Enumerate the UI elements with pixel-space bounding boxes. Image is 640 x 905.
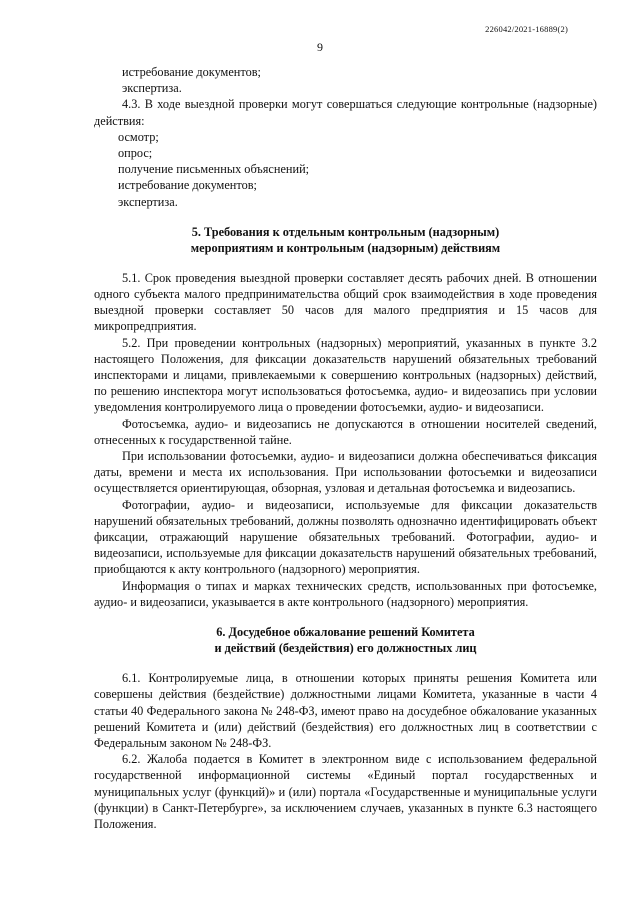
paragraph-5-2: 5.2. При проведении контрольных (надзорных) мероприятий, указанных в пункте 3.2 настоящего Положения, для фиксации доказательств нарушений обязательных требований инспекторами и лицами, привлекаемыми к совершению контрольных (надзорных) действий, по решению инспектора могут использоваться фотосъемка, аудио- и видеозапись при условии уведомления контролируемого лица о проведении фотосъемки, аудио- и видеозаписи. <box>94 335 597 415</box>
list-item: истребование документов; <box>118 178 257 193</box>
section-6-title-line-2: и действий (бездействия) его должностных лиц <box>214 641 477 656</box>
list-item: опрос; <box>118 146 153 161</box>
list-item: экспертиза. <box>122 81 182 96</box>
list-item: экспертиза. <box>118 194 178 209</box>
page-number: 9 <box>317 40 323 54</box>
paragraph-5-1: 5.1. Срок проведения выездной проверки составляет десять рабочих дней. В отношении одного субъекта малого предпринимательства общий срок взаимодействия в ходе проведения выездной проверки составляет 50 часов для малого предприятия и 15 часов для микропредприятия. <box>94 270 597 334</box>
clause-4-3: 4.3. В ходе выездной проверки могут совершаться следующие контрольные (надзорные) действия: <box>94 97 597 128</box>
section-6-heading <box>94 624 597 656</box>
paragraph: Фотографии, аудио- и видеозаписи, используемые для фиксации доказательств нарушений обязательных требований, должны позволять однозначно идентифицировать объект фиксации, отражающий нарушение обязательных требований. Фотографии, аудио- и видеозаписи, используемые для фиксации доказательств нарушений обязательных требований, приобщаются к акту контрольного (надзорного) мероприятия. <box>94 497 597 577</box>
paragraph: При использовании фотосъемки, аудио- и видеозаписи должна обеспечиваться фиксация даты, времени и места их использования. При использовании фотосъемки и видеозаписи осуществляется ориентирующая, обзорная, узловая и детальная фотосъемка и видеозапись. <box>94 449 597 496</box>
section-5-title-line-1: 5. Требования к отдельным контрольным (надзорным) <box>191 224 500 239</box>
section-5-title-line-2: мероприятиям и контрольным (надзорным) действиям <box>190 240 501 255</box>
list-item: истребование документов; <box>122 65 261 79</box>
list-item: получение письменных объяснений; <box>118 162 310 177</box>
document-number: 226042/2021-16889(2) <box>485 24 568 34</box>
paragraph: Фотосъемка, аудио- и видеозапись не допускаются в отношении носителей сведений, отнесенных к государственной тайне. <box>94 416 597 447</box>
paragraph-6-1: 6.1. Контролируемые лица, в отношении которых приняты решения Комитета или совершены действия (бездействие) должностными лицами Комитета, указанные в части 4 статьи 40 Федерального закона № 248-ФЗ, имеют право на досудебное обжалование указанных решений Комитета и (или) действий (бездействия) его должностных лиц в соответствии с Федеральным законом № 248-ФЗ. <box>94 671 597 750</box>
document-body <box>94 64 597 832</box>
list-item: осмотр; <box>118 129 159 144</box>
paragraph-6-2: 6.2. Жалоба подается в Комитет в электронном виде с использованием федеральной государственной информационной системы «Единый портал государственных и муниципальных услуг (функций)» и (или) портала «Государственные и муниципальные услуги (функции) в Санкт-Петербурге», за исключением случаев, указанных в пункте 6.3 настоящего Положения. <box>94 752 597 831</box>
section-5-heading <box>94 224 597 256</box>
paragraph: Информация о типах и марках технических средств, использованных при фотосъемке, аудио- и видеозаписи, указывается в акте контрольного (надзорного) мероприятия. <box>94 578 597 609</box>
section-6-title-line-1: 6. Досудебное обжалование решений Комитета <box>216 625 475 640</box>
